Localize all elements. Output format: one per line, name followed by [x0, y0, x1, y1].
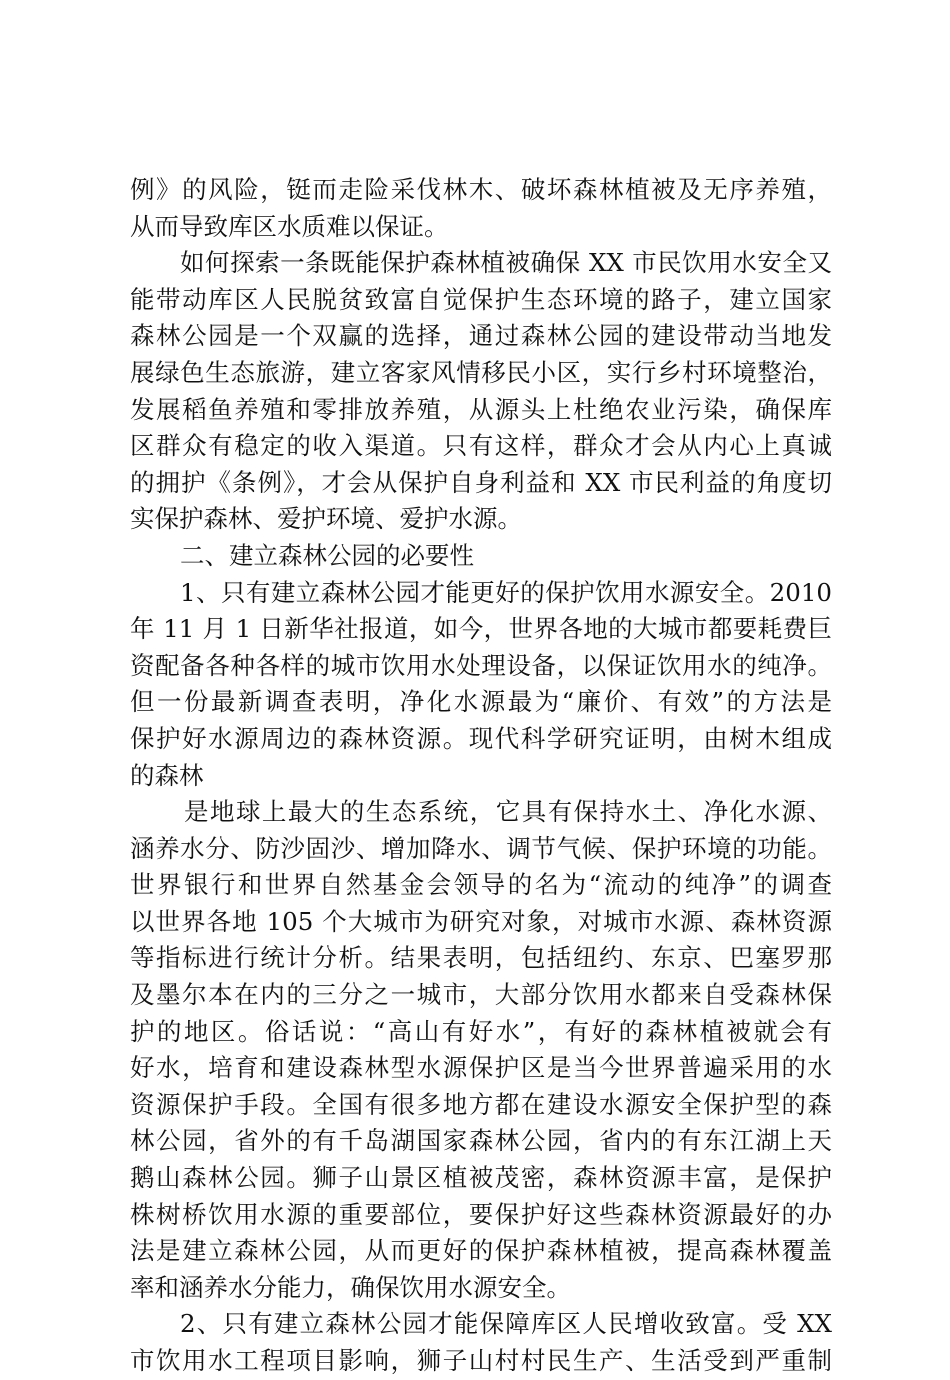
text-line: 能带动库区人民脱贫致富自觉保护生态环境的路子，建立国家	[130, 284, 832, 314]
text-line: 市饮用水工程项目影响，狮子山村村民生产、生活受到严重制	[130, 1346, 832, 1375]
text-line: 的拥护《条例》，才会从保护自身利益和 XX 市民利益的角度切	[130, 467, 832, 497]
text-line: 法是建立森林公园，从而更好的保护森林植被，提高森林覆盖	[130, 1236, 832, 1266]
text-line: 护的地区。俗话说：“高山有好水”，有好的森林植被就会有	[130, 1016, 832, 1046]
document-body	[130, 172, 832, 1380]
text-line: 及墨尔本在内的三分之一城市，大部分饮用水都来自受森林保	[130, 980, 832, 1010]
text-line: 从而导致库区水质难以保证。	[130, 211, 449, 241]
text-line: 世界银行和世界自然基金会领导的名为“流动的纯净”的调查	[130, 870, 832, 900]
text-line: 资源保护手段。全国有很多地方都在建设水源安全保护型的森	[130, 1089, 832, 1119]
text-line: 实保护森林、爱护环境、爱护水源。	[130, 504, 522, 534]
text-line: 例》的风险，铤而走险采伐林木、破坏森林植被及无序养殖，	[130, 175, 832, 204]
text-line: 的森林	[130, 760, 204, 790]
text-line: 森林公园是一个双赢的选择，通过森林公园的建设带动当地发	[130, 321, 832, 351]
text-line: 2、只有建立森林公园才能保障库区人民增收致富。受 XX	[180, 1309, 832, 1339]
text-line: 资配备各种各样的城市饮用水处理设备，以保证饮用水的纯净。	[130, 650, 832, 680]
text-line: 1、只有建立森林公园才能更好的保护饮用水源安全。2010	[180, 577, 832, 607]
text-line: 展绿色生态旅游，建立客家风情移民小区，实行乡村环境整治，	[130, 357, 832, 387]
text-line: 等指标进行统计分析。结果表明，包括纽约、东京、巴塞罗那	[130, 943, 832, 973]
text-line: 株树桥饮用水源的重要部位，要保护好这些森林资源最好的办	[130, 1199, 832, 1229]
text-line: 保护好水源周边的森林资源。现代科学研究证明，由树木组成	[130, 723, 832, 753]
text-line: 涵养水分、防沙固沙、增加降水、调节气候、保护环境的功能。	[130, 833, 832, 863]
text-line: 好水，培育和建设森林型水源保护区是当今世界普遍采用的水	[130, 1053, 832, 1083]
text-line: 率和涵养水分能力，确保饮用水源安全。	[130, 1272, 571, 1302]
text-line: 区群众有稳定的收入渠道。只有这样，群众才会从内心上真诚	[130, 431, 832, 461]
text-line: 以世界各地 105 个大城市为研究对象，对城市水源、森林资源	[130, 906, 832, 936]
section-heading: 二、建立森林公园的必要性	[180, 540, 474, 570]
text-line: 鹅山森林公园。狮子山景区植被茂密，森林资源丰富，是保护	[130, 1163, 832, 1193]
text-line: 如何探索一条既能保护森林植被确保 XX 市民饮用水安全又	[180, 248, 832, 278]
text-line: 是地球上最大的生态系统，它具有保持水土、净化水源、	[184, 797, 832, 827]
text-line: 林公园，省外的有千岛湖国家森林公园，省内的有东江湖上天	[130, 1126, 832, 1156]
text-line: 发展稻鱼养殖和零排放养殖，从源头上杜绝农业污染，确保库	[130, 394, 832, 424]
text-line: 年 11 月 1 日新华社报道，如今，世界各地的大城市都要耗费巨	[130, 614, 832, 644]
text-line: 但一份最新调查表明，净化水源最为“廉价、有效”的方法是	[130, 687, 832, 717]
